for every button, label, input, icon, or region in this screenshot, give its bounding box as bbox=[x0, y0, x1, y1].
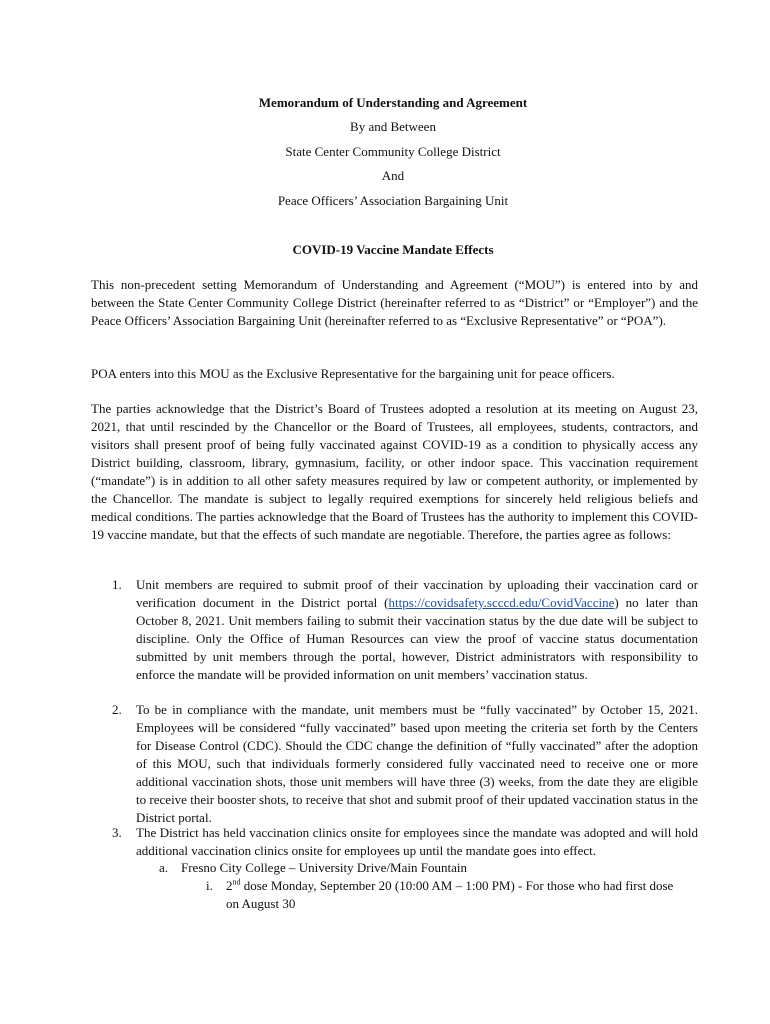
sub-item-i-text: dose Monday, September 20 (10:00 AM – 1:00 PM) - For those who had first dose on August 30 bbox=[226, 878, 674, 911]
sub-item-a: Fresno City College – University Drive/Main Fountain bbox=[181, 860, 467, 875]
memo-subject: COVID-19 Vaccine Mandate Effects bbox=[292, 242, 494, 257]
sub-item-a-label: a. bbox=[159, 860, 169, 875]
sub-item-i bbox=[226, 877, 686, 913]
memo-by-between: By and Between bbox=[350, 119, 436, 134]
paragraph-acknowledgement: The parties acknowledge that the District’s Board of Trustees adopted a resolution at its meeting on August 23, 2021, that until rescinded by the Chancellor or the Board of Trustees, all employees, students, contractors, and visitors shall present proof of being fully vaccinated against COVID-19 as a condition to physically access any District building, classroom, library, gymnasium, facility, or other indoor space. This vaccination requirement (“mandate”) is in addition to all other safety measures required by law or competent authority, or implemented by the Chancellor. The mandate is subject to legally required exemptions for sincerely held religious beliefs and medical conditions. The parties acknowledge that the Board of Trustees has the authority to implement this COVID-19 vaccine mandate, but that the effects of such mandate are negotiable. Therefore, the parties agree as follows: bbox=[91, 401, 698, 542]
memo-title: Memorandum of Understanding and Agreement bbox=[258, 95, 528, 110]
memo-and: And bbox=[381, 168, 405, 183]
paragraph-poa: POA enters into this MOU as the Exclusive Representative for the bargaining unit for peace officers. bbox=[91, 366, 615, 381]
sub-item-i-label: i. bbox=[206, 878, 213, 893]
list-item-1 bbox=[136, 576, 698, 684]
list-item-1-text-after: ) no later than October 8, 2021. Unit members failing to submit their vaccination status by the due date will be subject to discipline. Only the Office of Human Resources can view the proof of vaccine status documentation submitted by unit members through the portal, however, District administrators with responsibility to enforce the mandate will be provided information on unit members’ vaccination status. bbox=[136, 595, 698, 682]
list-item-1-text-before: Unit members are required to submit proof of their vaccination by uploading their vaccination card or verification document in the District portal ( bbox=[136, 577, 698, 610]
list-item-2-number: 2. bbox=[112, 702, 122, 717]
vaccine-portal-link[interactable]: https://covidsafety.scccd.edu/CovidVaccine bbox=[388, 595, 615, 610]
list-item-3-number: 3. bbox=[112, 825, 122, 840]
memo-party-district: State Center Community College District bbox=[285, 144, 501, 159]
sub-item-i-number: 2 bbox=[226, 878, 233, 893]
sub-item-i-superscript: nd bbox=[232, 877, 241, 887]
list-item-1-number: 1. bbox=[112, 577, 122, 592]
memo-party-poa: Peace Officers’ Association Bargaining Unit bbox=[277, 193, 509, 208]
list-item-2: To be in compliance with the mandate, unit members must be “fully vaccinated” by October 15, 2021. Employees will be considered “fully vaccinated” based upon meeting the criteria set forth by the Centers for Disease Control (CDC). Should the CDC change the definition of “fully vaccinated” after the adoption of this MOU, such that individuals formerly considered fully vaccinated need to receive one or more additional vaccination shots, those unit members will have three (3) weeks, from the date they are eligible to receive their booster shots, to receive that shot and submit proof of their updated vaccination status in the District portal. bbox=[136, 702, 698, 825]
paragraph-intro: This non-precedent setting Memorandum of Understanding and Agreement (“MOU”) is entered into by and between the State Center Community College District (hereinafter referred to as “District” or “Employer”) and the Peace Officers’ Association Bargaining Unit (hereinafter referred to as “Exclusive Representative” or “POA”). bbox=[91, 277, 698, 328]
list-item-3: The District has held vaccination clinics onsite for employees since the mandate was adopted and will hold additional vaccination clinics onsite for employees up until the mandate goes into effect. bbox=[136, 825, 698, 858]
